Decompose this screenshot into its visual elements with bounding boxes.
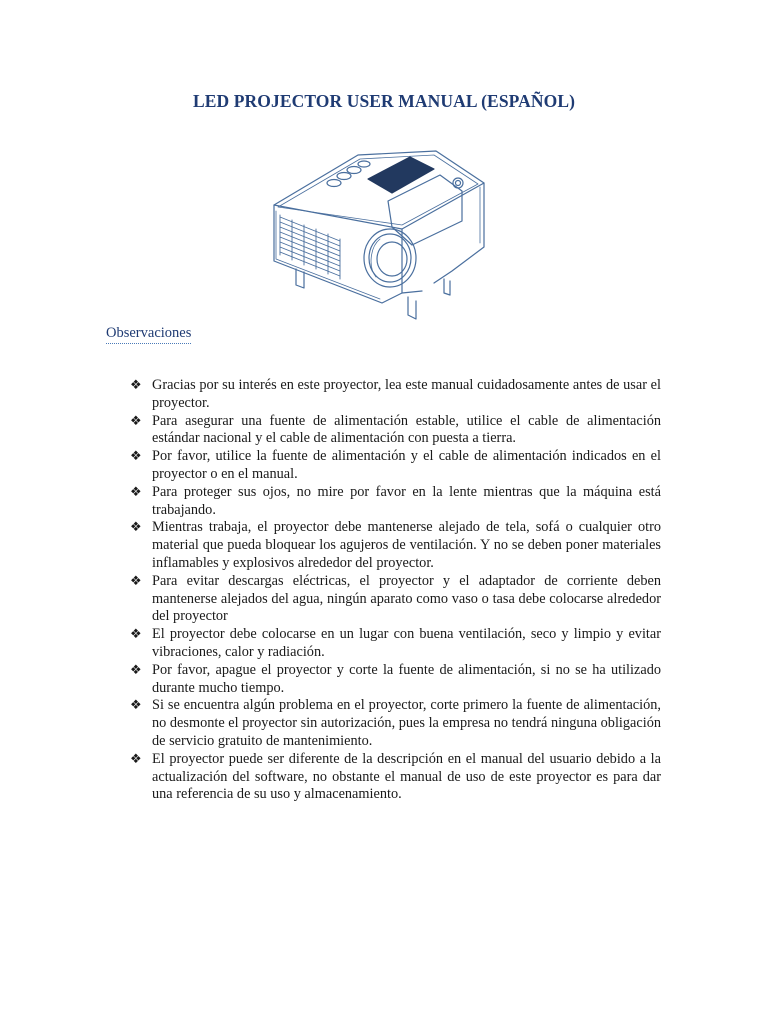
diamond-bullet-icon: ❖ [130, 662, 142, 678]
list-item-text: Para evitar descargas eléctricas, el proyector y el adaptador de corriente deben mantenerse alejados del agua, ningún aparato como vaso o tasa debe colocarse alrededor del proyector [152, 572, 661, 625]
list-item [130, 484, 661, 520]
list-item [130, 626, 661, 662]
diamond-bullet-icon: ❖ [130, 751, 142, 767]
diamond-bullet-icon: ❖ [130, 698, 142, 714]
list-item-text: Por favor, utilice la fuente de alimentación y el cable de alimentación indicados en el proyector o en el manual. [152, 448, 661, 482]
diamond-bullet-icon: ❖ [130, 627, 142, 643]
diamond-bullet-icon: ❖ [130, 573, 142, 589]
page-title: LED PROJECTOR USER MANUAL (ESPAÑOL) [192, 91, 576, 111]
observations-list [130, 377, 661, 804]
list-item [130, 448, 661, 484]
list-item-text: Por favor, apague el proyector y corte la fuente de alimentación, si no se ha utilizado durante mucho tiempo. [152, 661, 661, 696]
list-item-text: Para asegurar una fuente de alimentación estable, utilice el cable de alimentación estándar nacional y el cable de alimentación con puesta a tierra. [152, 412, 661, 447]
list-item [130, 413, 661, 449]
list-item-text: Mientras trabaja, el proyector debe mantenerse alejado de tela, sofá o cualquier otro material que pueda bloquear los agujeros de ventilación. Y no se deben poner materiales inflamables y explosivos alrededor del proyector. [152, 519, 661, 571]
diamond-bullet-icon: ❖ [130, 520, 142, 536]
list-item-text: El proyector puede ser diferente de la descripción en el manual del usuario debido a la actualización del software, no obstante el manual de uso de este proyector es para dar una referencia de su uso y almacenamiento. [152, 750, 661, 803]
list-item [130, 697, 661, 750]
section-heading-observaciones: Observaciones [106, 324, 191, 344]
list-item-text: Gracias por su interés en este proyector, lea este manual cuidadosamente antes de usar el proyector. [152, 377, 661, 411]
list-item-text: Si se encuentra algún problema en el proyector, corte primero la fuente de alimentación, no desmonte el proyector sin autorización, pues la empresa no tendrá ninguna obligación de servicio gratuito de mantenimiento. [152, 697, 661, 749]
list-item-text: El proyector debe colocarse en un lugar con buena ventilación, seco y limpio y evitar vibraciones, calor y radiación. [152, 626, 661, 660]
diamond-bullet-icon: ❖ [130, 484, 142, 500]
list-item [130, 573, 661, 626]
list-item [130, 377, 661, 413]
list-item-text: Para proteger sus ojos, no mire por favor en la lente mientras que la máquina está trabajando. [152, 483, 661, 518]
list-item [130, 662, 661, 698]
list-item [130, 751, 661, 804]
diamond-bullet-icon: ❖ [130, 449, 142, 465]
diamond-bullet-icon: ❖ [130, 413, 142, 429]
diamond-bullet-icon: ❖ [130, 378, 142, 393]
list-item [130, 519, 661, 572]
projector-illustration-icon [262, 143, 494, 325]
